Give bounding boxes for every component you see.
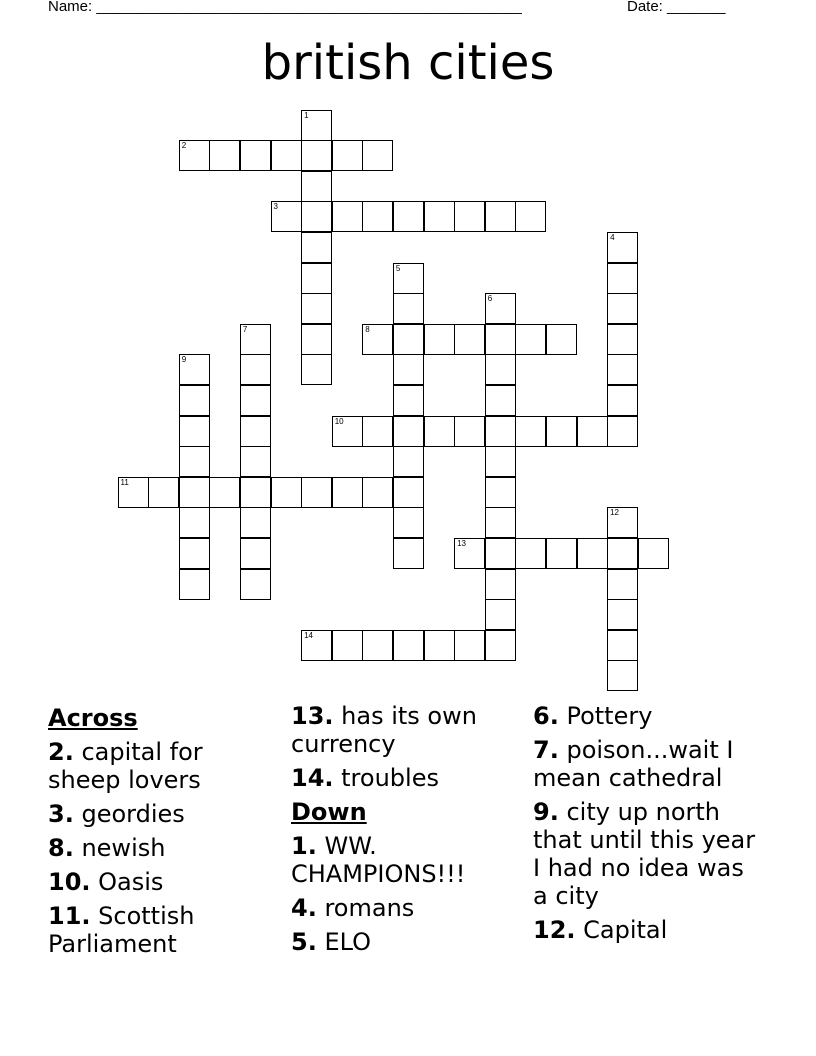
grid-cell[interactable] [240,385,271,416]
grid-cell[interactable] [515,416,546,447]
grid-cell[interactable] [454,630,485,661]
clue-number: 6. [533,702,559,730]
grid-cell[interactable] [240,569,271,600]
grid-cell[interactable] [607,232,638,263]
puzzle-title: british cities [261,35,555,91]
clue-item [48,800,280,828]
grid-cell[interactable] [607,263,638,294]
grid-cell[interactable] [332,416,363,447]
grid-cell[interactable] [301,140,332,171]
clue-column-1 [48,702,280,964]
grid-cell[interactable] [485,507,516,538]
clue-number: 8. [48,834,74,862]
grid-cell[interactable] [393,354,424,385]
grid-cell[interactable] [148,477,179,508]
grid-cell[interactable] [209,140,240,171]
grid-cell[interactable] [301,324,332,355]
grid-cell[interactable] [240,538,271,569]
cell-number: 5 [395,263,401,273]
clue-text: has its own currency [291,702,477,758]
clue-text: Pottery [558,702,653,730]
clue-number: 10. [48,868,91,896]
grid-cell[interactable] [485,201,516,232]
grid-cell[interactable] [271,140,302,171]
cell-number: 2 [181,141,187,151]
grid-cell[interactable] [362,630,393,661]
grid-cell[interactable] [240,324,271,355]
grid-cell[interactable] [332,140,363,171]
grid-cell[interactable] [301,630,332,661]
grid-cell[interactable] [393,477,424,508]
grid-cell[interactable] [332,201,363,232]
grid-cell[interactable] [577,416,608,447]
grid-cell[interactable] [271,201,302,232]
grid-cell[interactable] [485,477,516,508]
clue-item [291,894,523,922]
cell-number: 6 [487,294,493,304]
grid-cell[interactable] [515,201,546,232]
clue-number: 9. [533,798,559,826]
cell-number: 1 [304,110,309,120]
section-heading-across: Across [48,704,138,732]
clue-text: city up north that until this year I had no idea was a city [533,798,756,910]
clue-item [48,902,280,958]
clue-number: 4. [291,894,317,922]
grid-cell[interactable] [393,293,424,324]
grid-cell[interactable] [485,324,516,355]
grid-cell[interactable] [362,140,393,171]
clue-text: newish [73,834,166,862]
grid-cell[interactable] [393,507,424,538]
clue-number: 2. [48,738,74,766]
clue-item [291,832,523,888]
grid-cell[interactable] [454,201,485,232]
grid-cell[interactable] [209,477,240,508]
name-field: Name: ___________________________________________________ [48,0,522,15]
grid-cell[interactable] [240,446,271,477]
cell-number: 10 [334,416,344,426]
grid-cell[interactable] [179,416,210,447]
grid-cell[interactable] [301,263,332,294]
clue-text: romans [316,894,415,922]
clue-number: 11. [48,902,91,930]
grid-cell[interactable] [301,232,332,263]
grid-cell[interactable] [240,477,271,508]
grid-cell[interactable] [179,569,210,600]
clue-number: 5. [291,928,317,956]
clue-item [48,738,280,794]
grid-cell[interactable] [301,201,332,232]
clue-text: Oasis [90,868,164,896]
clue-item [533,916,765,944]
clue-text: troubles [333,764,439,792]
grid-cell[interactable] [240,507,271,538]
grid-cell[interactable] [301,354,332,385]
grid-cell[interactable] [485,569,516,600]
cell-number: 14 [304,630,313,640]
clue-text: capital for sheep lovers [48,738,203,794]
grid-cell[interactable] [607,507,638,538]
grid-cell[interactable] [515,324,546,355]
grid-cell[interactable] [179,538,210,569]
grid-cell[interactable] [607,660,638,691]
clue-number: 13. [291,702,334,730]
cell-number: 13 [457,538,466,548]
grid-cell[interactable] [607,538,638,569]
clue-column-2 [291,702,523,962]
grid-cell[interactable] [179,507,210,538]
grid-cell[interactable] [607,599,638,630]
grid-cell[interactable] [362,477,393,508]
grid-cell[interactable] [607,324,638,355]
grid-cell[interactable] [393,630,424,661]
cell-number: 8 [365,324,370,334]
grid-cell[interactable] [301,293,332,324]
cell-number: 12 [610,508,619,518]
clue-item [291,702,523,758]
grid-cell[interactable] [638,538,669,569]
clue-item [291,928,523,956]
grid-cell[interactable] [179,446,210,477]
grid-cell[interactable] [179,354,210,385]
grid-cell[interactable] [393,446,424,477]
grid-cell[interactable] [424,630,455,661]
grid-cell[interactable] [607,293,638,324]
grid-cell[interactable] [485,630,516,661]
grid-cell[interactable] [393,538,424,569]
grid-cell[interactable] [607,569,638,600]
clue-number: 12. [533,916,576,944]
grid-cell[interactable] [546,324,577,355]
grid-cell[interactable] [393,324,424,355]
grid-cell[interactable] [424,324,455,355]
grid-cell[interactable] [179,385,210,416]
grid-cell[interactable] [424,201,455,232]
grid-cell[interactable] [546,416,577,447]
grid-cell[interactable] [454,538,485,569]
cell-number: 3 [273,202,278,212]
clue-item [533,736,765,792]
grid-cell[interactable] [393,201,424,232]
grid-cell[interactable] [607,385,638,416]
grid-cell[interactable] [179,140,210,171]
cell-number: 4 [610,232,615,242]
clue-item [48,834,280,862]
grid-cell[interactable] [332,630,363,661]
grid-cell[interactable] [485,354,516,385]
grid-cell[interactable] [271,477,302,508]
clue-number: 1. [291,832,317,860]
clue-text: geordies [73,800,185,828]
clue-number: 3. [48,800,74,828]
cell-number: 7 [242,324,248,334]
clue-item [291,764,523,792]
grid-cell[interactable] [485,538,516,569]
grid-cell[interactable] [301,477,332,508]
clue-item [48,868,280,896]
clue-text: Scottish Parliament [48,902,195,958]
grid-cell[interactable] [485,416,516,447]
clue-item [533,798,765,910]
grid-cell[interactable] [607,630,638,661]
cell-number: 9 [181,355,187,365]
date-field: Date: _______ [627,0,726,15]
grid-cell[interactable] [485,293,516,324]
grid-cell[interactable] [240,354,271,385]
grid-cell[interactable] [118,477,149,508]
grid-cell[interactable] [454,416,485,447]
grid-cell[interactable] [485,385,516,416]
grid-cell[interactable] [362,201,393,232]
grid-cell[interactable] [546,538,577,569]
grid-cell[interactable] [485,599,516,630]
grid-cell[interactable] [515,538,546,569]
clue-number: 14. [291,764,334,792]
clue-item [533,702,765,730]
clue-text: poison...wait I mean cathedral [533,736,734,792]
grid-cell[interactable] [454,324,485,355]
grid-cell[interactable] [240,140,271,171]
grid-cell[interactable] [362,416,393,447]
grid-cell[interactable] [393,263,424,294]
clue-text: ELO [316,928,372,956]
grid-cell[interactable] [240,416,271,447]
grid-cell[interactable] [301,171,332,202]
grid-cell[interactable] [424,416,455,447]
grid-cell[interactable] [393,385,424,416]
clue-text: WW. CHAMPIONS!!! [291,832,466,888]
clue-text: Capital [575,916,668,944]
grid-cell[interactable] [485,446,516,477]
grid-cell[interactable] [301,110,332,141]
grid-cell[interactable] [607,416,638,447]
grid-cell[interactable] [332,477,363,508]
grid-cell[interactable] [362,324,393,355]
cell-number: 11 [120,477,129,487]
grid-cell[interactable] [577,538,608,569]
section-heading-down: Down [291,798,367,826]
grid-cell[interactable] [607,354,638,385]
clue-column-3 [533,702,765,950]
clue-number: 7. [533,736,559,764]
grid-cell[interactable] [393,416,424,447]
grid-cell[interactable] [179,477,210,508]
